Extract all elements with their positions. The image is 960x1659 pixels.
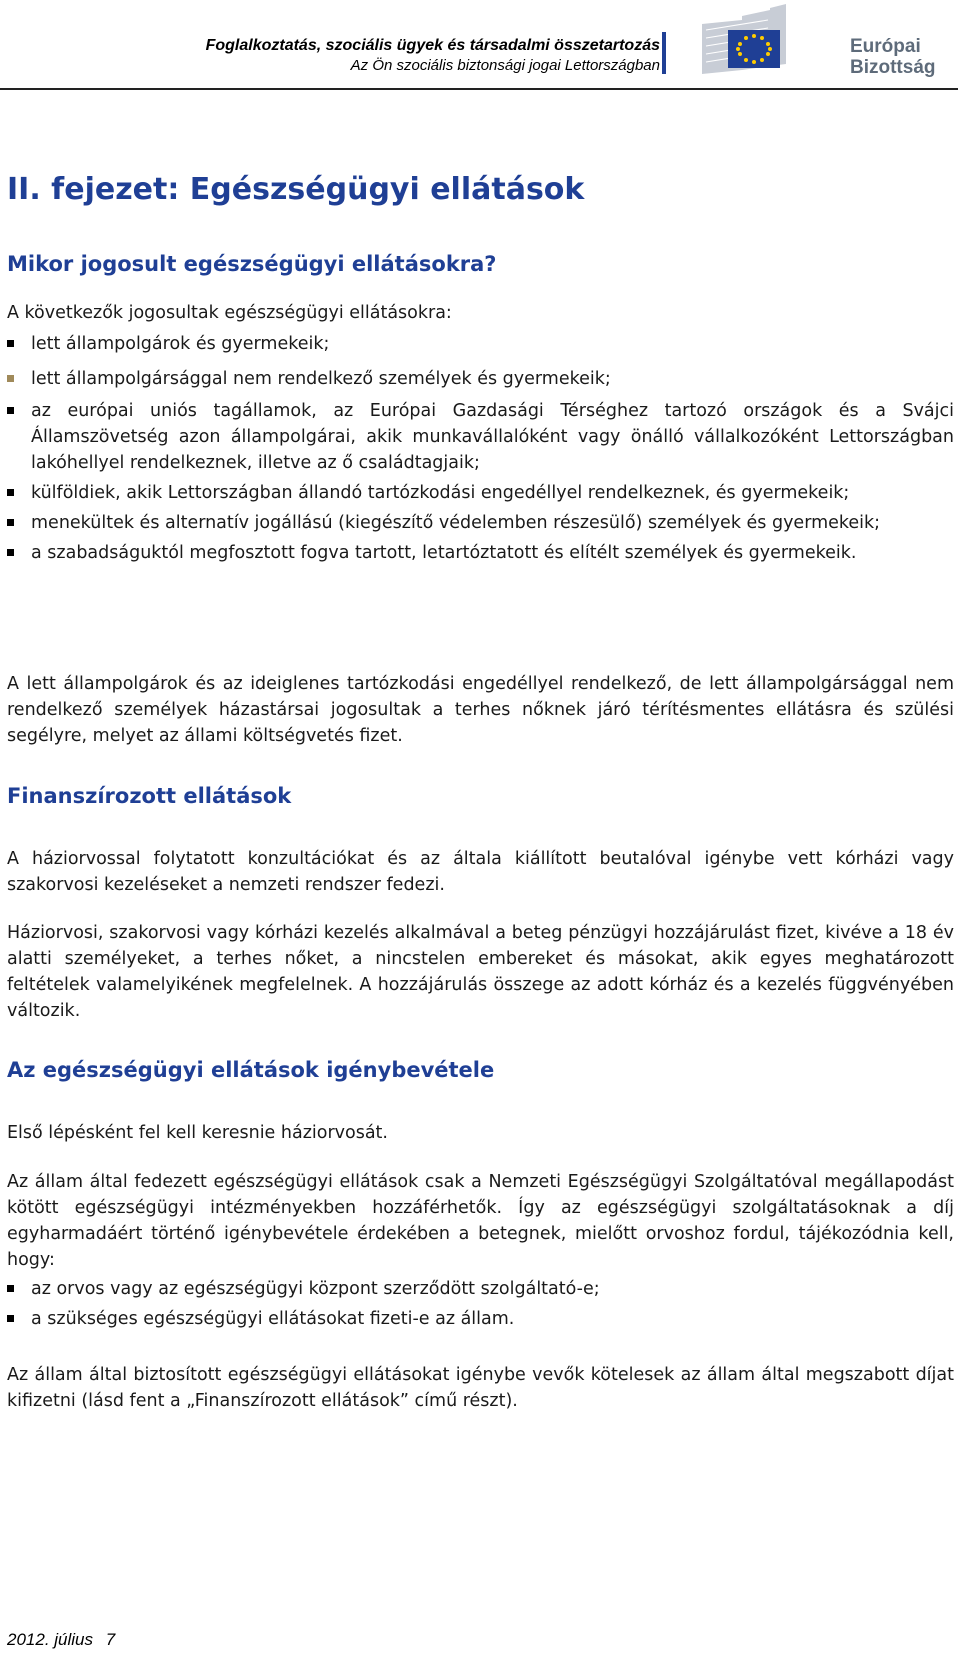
financed-paragraph-1: A háziorvossal folytatott konzultációkat és az általa kiállított beutalóval igénybe vett kórházi vagy szakorvosi kezeléseket a nemzeti rendszer fedezi. (7, 849, 954, 895)
list-item: az európai uniós tagállamok, az Európai Gazdasági Térséghez tartozó országok és a Svájci Államszövetség azon állampolgárai, akik munkavállalóként vagy önálló vállalkozóként Lettországban lakóhellyel rendelkeznek, illetve az ő családtagjaik; (7, 398, 954, 476)
bullet-icon (7, 375, 14, 382)
list-item: menekültek és alternatív jogállású (kiegészítő védelemben részesülő) személyek és gyermekeik; (7, 510, 954, 536)
logo-text: Európai Bizottság (850, 36, 936, 78)
page-header (0, 0, 960, 90)
spouses-paragraph: A lett állampolgárok és az ideiglenes tartózkodási engedéllyel rendelkező, de lett állampolgársággal nem rendelkező személyek házastársai jogosultak a terhes nőknek járó térítésmentes ellátásra és szülési segélyre, melyet az állami költségvetés fizet. (7, 674, 954, 746)
bullet-icon (7, 407, 14, 414)
eligibility-intro: A következők jogosultak egészségügyi ellátásokra: (7, 303, 452, 323)
list-item: lett állampolgársággal nem rendelkező személyek és gyermekeik; (7, 366, 954, 392)
financed-paragraph-2: Háziorvosi, szakorvosi vagy kórházi kezelés alkalmával a beteg pénzügyi hozzájárulást fizet, kivéve a 18 év alatti személyeket, a terhes nőket, a nincstelen embereket és másokat, akik egyes meghatározott feltételek valamelyikének megfelelnek. A hozzájárulás összege az adott kórház és a kezelés függvényében változik. (7, 923, 954, 1021)
section-heading-financed: Finanszírozott ellátások (7, 784, 292, 808)
header-subtitle: Az Ön szociális biztonsági jogai Lettországban (350, 57, 660, 74)
access-paragraph-1: Első lépésként fel kell keresnie háziorvosát. (7, 1123, 388, 1143)
bullet-icon (7, 1315, 14, 1322)
page-number: 7 (105, 1630, 116, 1649)
header-text (206, 36, 660, 76)
list-item: lett állampolgárok és gyermekeik; (7, 331, 954, 357)
bullet-icon (7, 489, 14, 496)
header-title: Foglalkoztatás, szociális ügyek és társadalmi összetartozás (205, 37, 660, 54)
list-item: a szükséges egészségügyi ellátásokat fizeti-e az állam. (7, 1306, 954, 1332)
section-heading-access: Az egészségügyi ellátások igénybevétele (7, 1058, 495, 1082)
footer-date: 2012. július (7, 1630, 94, 1649)
header-rule (0, 88, 958, 90)
eligibility-list (7, 331, 954, 566)
header-divider (662, 32, 666, 74)
bullet-icon (7, 519, 14, 526)
list-item: az orvos vagy az egészségügyi központ szerződött szolgáltató-e; (7, 1276, 954, 1302)
access-paragraph-3: Az állam által biztosított egészségügyi ellátásokat igénybe vevők kötelesek az állam által megszabott díjat kifizetni (lásd fent a „Finanszírozott ellátások” című részt). (7, 1365, 954, 1411)
chapter-title: II. fejezet: Egészségügyi ellátások (7, 172, 585, 207)
bullet-icon (7, 549, 14, 556)
ec-building-icon (702, 4, 852, 84)
list-item: külföldiek, akik Lettországban állandó tartózkodási engedéllyel rendelkeznek, és gyermekeik; (7, 480, 954, 506)
document-body (7, 170, 954, 1411)
bullet-icon (7, 1285, 14, 1292)
access-paragraph-2: Az állam által fedezett egészségügyi ellátások csak a Nemzeti Egészségügyi Szolgáltatóval megállapodást kötött egészségügyi intézményekben hozzáférhetők. Így az egészségügyi szolgáltatásoknak a díj egyharmadáért történő igénybevétele érdekében a betegnek, mielőtt orvoshoz fordul, tájékozódnia kell, hogy: (7, 1172, 954, 1270)
bullet-icon (7, 340, 14, 347)
list-item: a szabadságuktól megfosztott fogva tartott, letartóztatott és elítélt személyek és gyermekeik. (7, 540, 954, 566)
page-footer (7, 1630, 115, 1650)
access-list (7, 1276, 954, 1332)
section-heading-eligibility: Mikor jogosult egészségügyi ellátásokra? (7, 252, 497, 276)
european-commission-logo (702, 4, 952, 84)
